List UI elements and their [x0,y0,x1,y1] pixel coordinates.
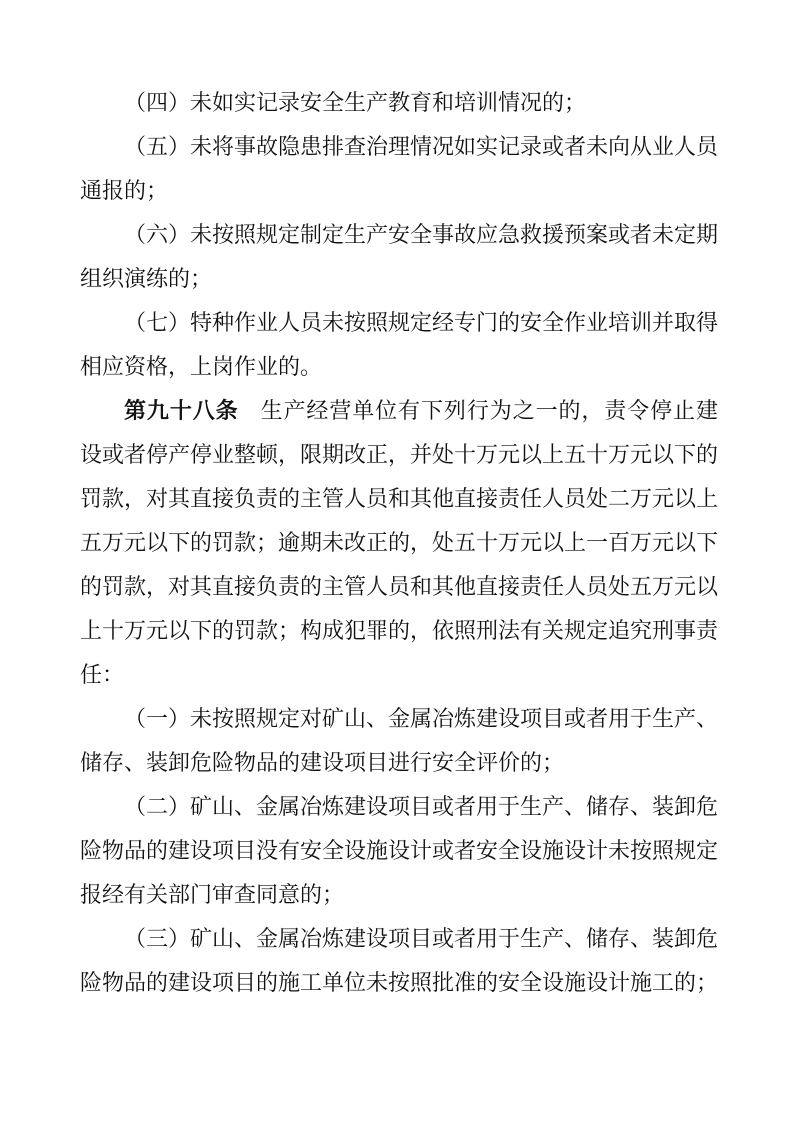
list-item-2: （二）矿山、金属冶炼建设项目或者用于生产、储存、装卸危险物品的建设项目没有安全设施设计或者安全设施设计未按照规定报经有关部门审查同意的； [80,795,719,908]
article-body: 生产经营单位有下列行为之一的，责令停止建设或者停产停业整顿，限期改正，并处十万元以上五十万元以下的罚款，对其直接负责的主管人员和其他直接责任人员处二万元以上五万元以下的罚款；逾期未改正的，处五十万元以上一百万元以下的罚款，对其直接负责的主管人员和其他直接责任人员处五万元以上十万元以下的罚款；构成犯罪的，依照刑法有关规定追究刑事责任： [80,399,719,688]
list-item-1: （一）未按照规定对矿山、金属冶炼建设项目或者用于生产、储存、装卸危险物品的建设项目进行安全评价的； [80,707,719,776]
list-item-7: （七）特种作业人员未按照规定经专门的安全作业培训并取得相应资格，上岗作业的。 [80,311,719,380]
list-item-3: （三）矿山、金属冶炼建设项目或者用于生产、储存、装卸危险物品的建设项目的施工单位未按照批准的安全设施设计施工的； [80,927,719,996]
article-98 [80,390,718,698]
article-title: 第九十八条 [124,399,239,424]
list-item-6: （六）未按照规定制定生产安全事故应急救援预案或者未定期组织演练的； [80,223,719,292]
list-item-5: （五）未将事故隐患排查治理情况如实记录或者未向从业人员通报的； [80,135,719,204]
list-item-4: （四）未如实记录安全生产教育和培训情况的； [124,91,587,116]
document-page [80,82,718,1006]
